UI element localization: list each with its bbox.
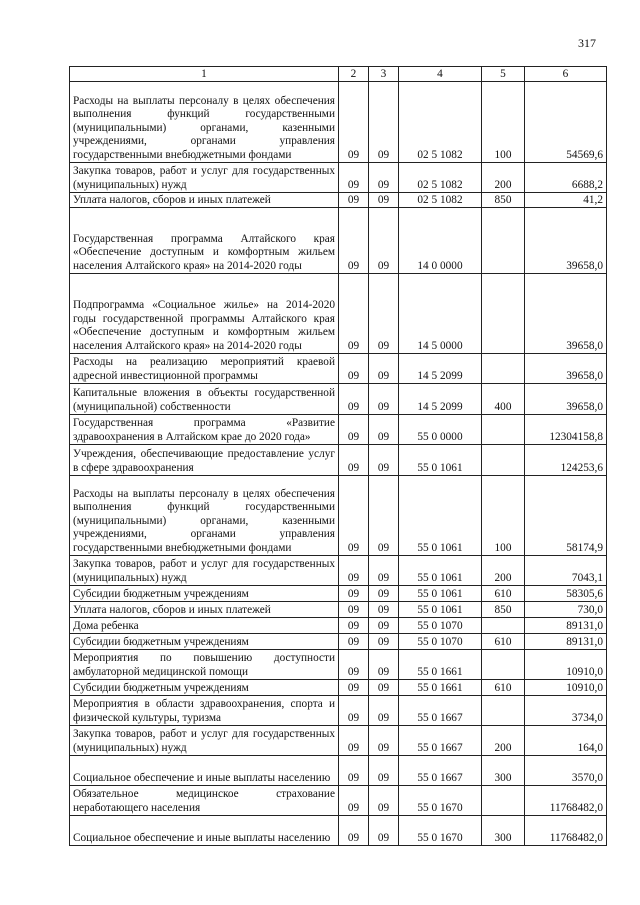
expense-type-cell bbox=[482, 618, 525, 634]
target-article-cell: 55 0 1070 bbox=[399, 618, 482, 634]
description-cell: Мероприятия по повышению доступности амбулаторной медицинской помощи bbox=[70, 650, 339, 680]
target-article-cell: 02 5 1082 bbox=[399, 82, 482, 163]
description-cell: Подпрограмма «Социальное жилье» на 2014-2020 годы государственной программы Алтайского края «Обеспечение доступным и комфортным жильем населения Алтайского края» на 2014-2020 годы bbox=[70, 274, 339, 354]
description-cell: Государственная программа Алтайского края «Обеспечение доступным и комфортным жильем населения Алтайского края» на 2014-2020 годы bbox=[70, 208, 339, 274]
section-code-cell: 09 bbox=[339, 634, 369, 650]
expense-type-cell bbox=[482, 208, 525, 274]
subsection-code-cell: 09 bbox=[369, 274, 399, 354]
section-code-cell: 09 bbox=[339, 445, 369, 476]
table-row bbox=[70, 384, 607, 415]
section-code-cell: 09 bbox=[339, 274, 369, 354]
expense-type-cell: 200 bbox=[482, 726, 525, 756]
subsection-code-cell: 09 bbox=[369, 82, 399, 163]
table-row bbox=[70, 696, 607, 726]
section-code-cell: 09 bbox=[339, 586, 369, 602]
description-cell: Субсидии бюджетным учреждениям bbox=[70, 586, 339, 602]
header-cell: 6 bbox=[525, 67, 607, 82]
subsection-code-cell: 09 bbox=[369, 680, 399, 696]
expense-type-cell bbox=[482, 786, 525, 816]
section-code-cell: 09 bbox=[339, 726, 369, 756]
amount-cell: 124253,6 bbox=[525, 445, 607, 476]
description-cell: Расходы на выплаты персоналу в целях обеспечения выполнения функций государственными (муниципальными) органами, казенными учреждениями, органами управления государственными внебюджетными фондами bbox=[70, 82, 339, 163]
amount-cell: 41,2 bbox=[525, 193, 607, 208]
amount-cell: 58305,6 bbox=[525, 586, 607, 602]
target-article-cell: 02 5 1082 bbox=[399, 193, 482, 208]
target-article-cell: 55 0 1061 bbox=[399, 602, 482, 618]
description-cell: Субсидии бюджетным учреждениям bbox=[70, 680, 339, 696]
expense-type-cell: 850 bbox=[482, 602, 525, 618]
section-code-cell: 09 bbox=[339, 816, 369, 846]
amount-cell: 3570,0 bbox=[525, 756, 607, 786]
expense-type-cell: 610 bbox=[482, 680, 525, 696]
target-article-cell: 55 0 1061 bbox=[399, 586, 482, 602]
expense-type-cell: 100 bbox=[482, 82, 525, 163]
expense-type-cell bbox=[482, 415, 525, 445]
subsection-code-cell: 09 bbox=[369, 556, 399, 586]
budget-table bbox=[69, 66, 607, 846]
target-article-cell: 02 5 1082 bbox=[399, 163, 482, 193]
section-code-cell: 09 bbox=[339, 618, 369, 634]
amount-cell: 39658,0 bbox=[525, 208, 607, 274]
section-code-cell: 09 bbox=[339, 163, 369, 193]
section-code-cell: 09 bbox=[339, 680, 369, 696]
description-cell: Социальное обеспечение и иные выплаты населению bbox=[70, 816, 339, 846]
expense-type-cell: 300 bbox=[482, 756, 525, 786]
amount-cell: 39658,0 bbox=[525, 384, 607, 415]
subsection-code-cell: 09 bbox=[369, 354, 399, 384]
amount-cell: 39658,0 bbox=[525, 354, 607, 384]
table-row bbox=[70, 208, 607, 274]
expense-type-cell: 300 bbox=[482, 816, 525, 846]
table-row bbox=[70, 586, 607, 602]
header-cell: 2 bbox=[339, 67, 369, 82]
table-row bbox=[70, 556, 607, 586]
description-cell: Государственная программа «Развитие здравоохранения в Алтайском крае до 2020 года» bbox=[70, 415, 339, 445]
table-row bbox=[70, 415, 607, 445]
subsection-code-cell: 09 bbox=[369, 634, 399, 650]
table-row bbox=[70, 193, 607, 208]
amount-cell: 11768482,0 bbox=[525, 786, 607, 816]
section-code-cell: 09 bbox=[339, 193, 369, 208]
description-cell: Социальное обеспечение и иные выплаты населению bbox=[70, 756, 339, 786]
description-cell: Закупка товаров, работ и услуг для государственных (муниципальных) нужд bbox=[70, 163, 339, 193]
target-article-cell: 55 0 1661 bbox=[399, 680, 482, 696]
target-article-cell: 55 0 1667 bbox=[399, 726, 482, 756]
amount-cell: 730,0 bbox=[525, 602, 607, 618]
section-code-cell: 09 bbox=[339, 602, 369, 618]
amount-cell: 7043,1 bbox=[525, 556, 607, 586]
subsection-code-cell: 09 bbox=[369, 602, 399, 618]
table-header-row bbox=[70, 67, 607, 82]
subsection-code-cell: 09 bbox=[369, 208, 399, 274]
section-code-cell: 09 bbox=[339, 786, 369, 816]
table-row bbox=[70, 726, 607, 756]
table-row bbox=[70, 634, 607, 650]
description-cell: Дома ребенка bbox=[70, 618, 339, 634]
section-code-cell: 09 bbox=[339, 415, 369, 445]
subsection-code-cell: 09 bbox=[369, 445, 399, 476]
description-cell: Мероприятия в области здравоохранения, спорта и физической культуры, туризма bbox=[70, 696, 339, 726]
target-article-cell: 55 0 1061 bbox=[399, 445, 482, 476]
description-cell: Расходы на выплаты персоналу в целях обеспечения выполнения функций государственными (муниципальными) органами, казенными учреждениями, органами управления государственными внебюджетными фондами bbox=[70, 476, 339, 556]
description-cell: Учреждения, обеспечивающие предоставление услуг в сфере здравоохранения bbox=[70, 445, 339, 476]
table-row bbox=[70, 618, 607, 634]
section-code-cell: 09 bbox=[339, 208, 369, 274]
section-code-cell: 09 bbox=[339, 384, 369, 415]
amount-cell: 10910,0 bbox=[525, 650, 607, 680]
amount-cell: 58174,9 bbox=[525, 476, 607, 556]
header-cell: 1 bbox=[70, 67, 339, 82]
table-row bbox=[70, 786, 607, 816]
header-cell: 4 bbox=[399, 67, 482, 82]
description-cell: Расходы на реализацию мероприятий краевой адресной инвестиционной программы bbox=[70, 354, 339, 384]
description-cell: Обязательное медицинское страхование неработающего населения bbox=[70, 786, 339, 816]
table-row bbox=[70, 602, 607, 618]
table-row bbox=[70, 816, 607, 846]
expense-type-cell bbox=[482, 696, 525, 726]
description-cell: Капитальные вложения в объекты государственной (муниципальной) собственности bbox=[70, 384, 339, 415]
table-row bbox=[70, 163, 607, 193]
target-article-cell: 55 0 0000 bbox=[399, 415, 482, 445]
target-article-cell: 14 5 2099 bbox=[399, 354, 482, 384]
amount-cell: 89131,0 bbox=[525, 618, 607, 634]
amount-cell: 10910,0 bbox=[525, 680, 607, 696]
target-article-cell: 14 0 0000 bbox=[399, 208, 482, 274]
table-row bbox=[70, 476, 607, 556]
subsection-code-cell: 09 bbox=[369, 193, 399, 208]
subsection-code-cell: 09 bbox=[369, 726, 399, 756]
description-cell: Закупка товаров, работ и услуг для государственных (муниципальных) нужд bbox=[70, 726, 339, 756]
expense-type-cell: 610 bbox=[482, 586, 525, 602]
section-code-cell: 09 bbox=[339, 650, 369, 680]
expense-type-cell: 850 bbox=[482, 193, 525, 208]
description-cell: Уплата налогов, сборов и иных платежей bbox=[70, 193, 339, 208]
section-code-cell: 09 bbox=[339, 756, 369, 786]
page-number: 317 bbox=[578, 36, 596, 50]
amount-cell: 3734,0 bbox=[525, 696, 607, 726]
target-article-cell: 14 5 0000 bbox=[399, 274, 482, 354]
target-article-cell: 55 0 1670 bbox=[399, 816, 482, 846]
amount-cell: 164,0 bbox=[525, 726, 607, 756]
table-row bbox=[70, 445, 607, 476]
description-cell: Субсидии бюджетным учреждениям bbox=[70, 634, 339, 650]
table-row bbox=[70, 82, 607, 163]
description-cell: Закупка товаров, работ и услуг для государственных (муниципальных) нужд bbox=[70, 556, 339, 586]
subsection-code-cell: 09 bbox=[369, 586, 399, 602]
section-code-cell: 09 bbox=[339, 696, 369, 726]
target-article-cell: 55 0 1061 bbox=[399, 476, 482, 556]
section-code-cell: 09 bbox=[339, 556, 369, 586]
section-code-cell: 09 bbox=[339, 476, 369, 556]
expense-type-cell: 200 bbox=[482, 163, 525, 193]
description-cell: Уплата налогов, сборов и иных платежей bbox=[70, 602, 339, 618]
section-code-cell: 09 bbox=[339, 354, 369, 384]
amount-cell: 39658,0 bbox=[525, 274, 607, 354]
subsection-code-cell: 09 bbox=[369, 618, 399, 634]
table-body bbox=[70, 82, 607, 846]
target-article-cell: 55 0 1667 bbox=[399, 756, 482, 786]
expense-type-cell bbox=[482, 650, 525, 680]
expense-type-cell: 400 bbox=[482, 384, 525, 415]
target-article-cell: 55 0 1061 bbox=[399, 556, 482, 586]
expense-type-cell bbox=[482, 354, 525, 384]
target-article-cell: 55 0 1070 bbox=[399, 634, 482, 650]
table-row bbox=[70, 354, 607, 384]
table-row bbox=[70, 274, 607, 354]
expense-type-cell: 200 bbox=[482, 556, 525, 586]
table-row bbox=[70, 756, 607, 786]
table-row bbox=[70, 680, 607, 696]
subsection-code-cell: 09 bbox=[369, 786, 399, 816]
header-cell: 3 bbox=[369, 67, 399, 82]
target-article-cell: 14 5 2099 bbox=[399, 384, 482, 415]
subsection-code-cell: 09 bbox=[369, 163, 399, 193]
subsection-code-cell: 09 bbox=[369, 650, 399, 680]
expense-type-cell: 610 bbox=[482, 634, 525, 650]
target-article-cell: 55 0 1670 bbox=[399, 786, 482, 816]
subsection-code-cell: 09 bbox=[369, 696, 399, 726]
expense-type-cell bbox=[482, 445, 525, 476]
target-article-cell: 55 0 1667 bbox=[399, 696, 482, 726]
amount-cell: 89131,0 bbox=[525, 634, 607, 650]
expense-type-cell: 100 bbox=[482, 476, 525, 556]
amount-cell: 11768482,0 bbox=[525, 816, 607, 846]
subsection-code-cell: 09 bbox=[369, 816, 399, 846]
amount-cell: 6688,2 bbox=[525, 163, 607, 193]
target-article-cell: 55 0 1661 bbox=[399, 650, 482, 680]
amount-cell: 12304158,8 bbox=[525, 415, 607, 445]
expense-type-cell bbox=[482, 274, 525, 354]
subsection-code-cell: 09 bbox=[369, 476, 399, 556]
subsection-code-cell: 09 bbox=[369, 384, 399, 415]
subsection-code-cell: 09 bbox=[369, 415, 399, 445]
table-row bbox=[70, 650, 607, 680]
amount-cell: 54569,6 bbox=[525, 82, 607, 163]
section-code-cell: 09 bbox=[339, 82, 369, 163]
header-cell: 5 bbox=[482, 67, 525, 82]
subsection-code-cell: 09 bbox=[369, 756, 399, 786]
